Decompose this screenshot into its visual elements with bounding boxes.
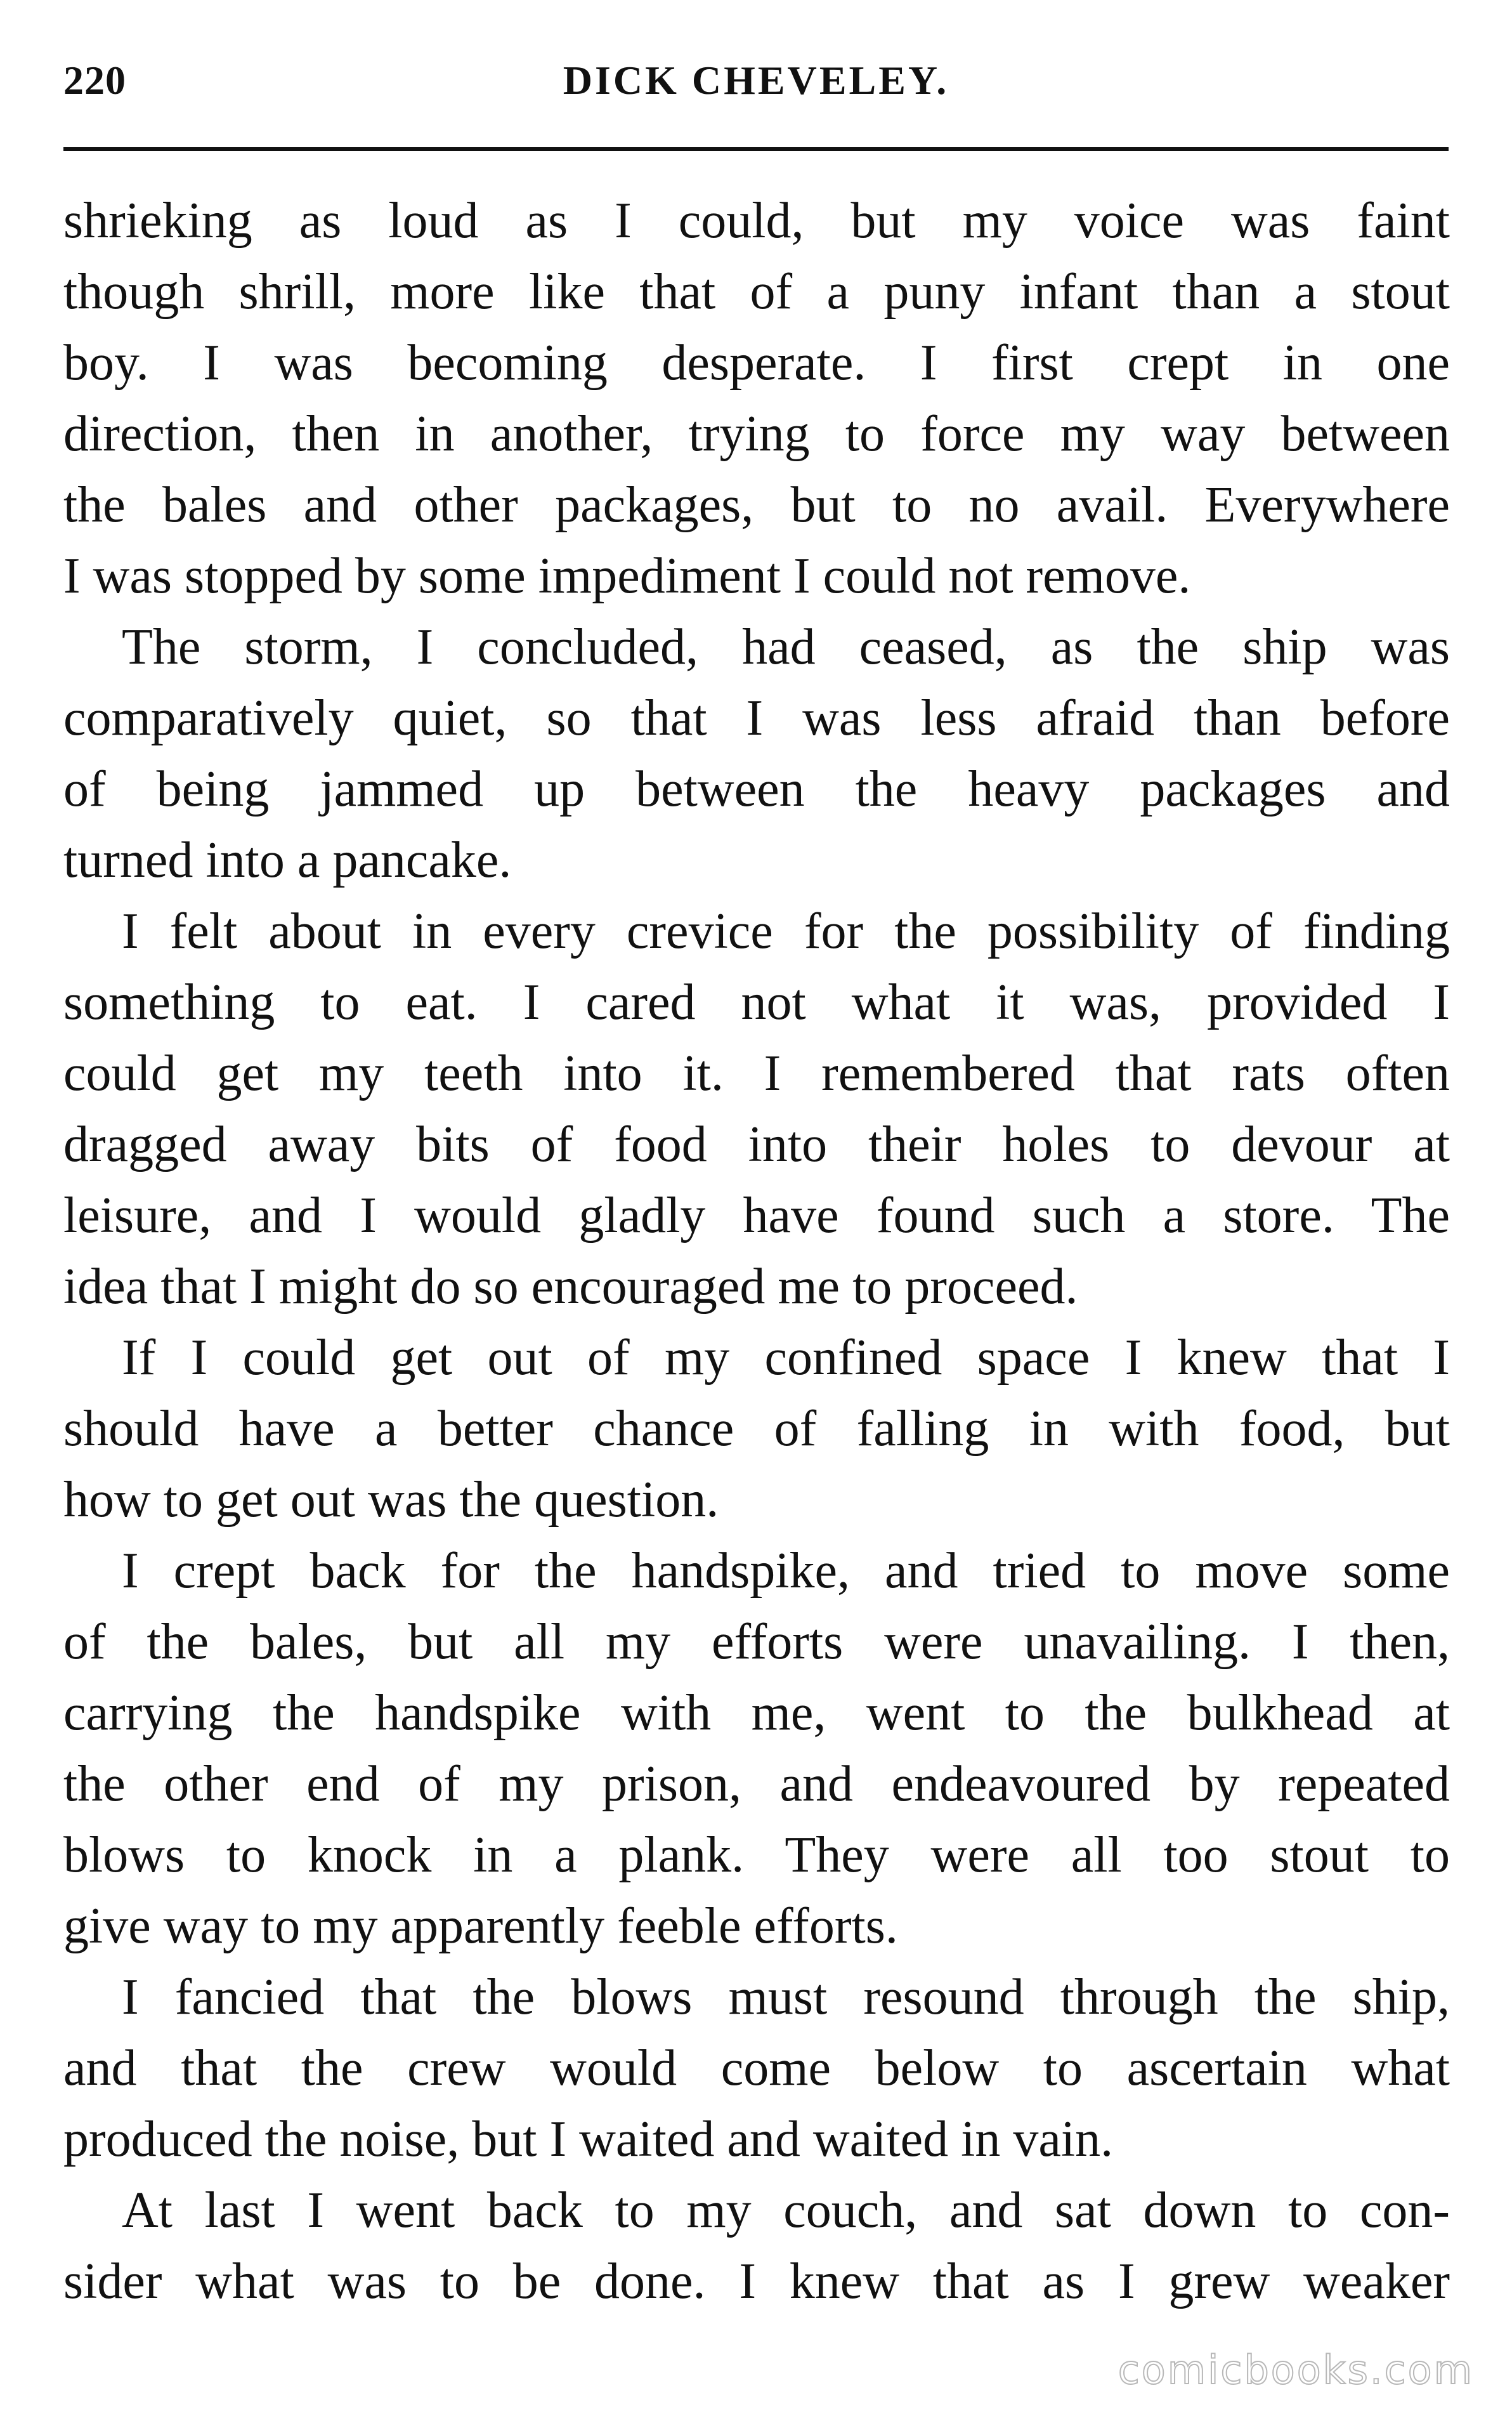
text-line: of the bales, but all my efforts were unavailing. I then,: [63, 1614, 1450, 1670]
text-line: of being jammed up between the heavy packages and: [63, 761, 1450, 817]
text-line: sider what was to be done. I knew that as I grew weaker: [63, 2254, 1450, 2309]
text-line: direction, then in another, trying to force my way between: [63, 406, 1450, 462]
text-line: give way to my apparently feeble efforts.: [63, 1898, 898, 1954]
header-rule: [63, 147, 1449, 151]
text-line: and that the crew would come below to ascertain what: [63, 2040, 1450, 2096]
text-line: comparatively quiet, so that I was less afraid than before: [63, 690, 1450, 746]
page-number: 220: [63, 58, 126, 103]
text-line: shrieking as loud as I could, but my voice was faint: [63, 193, 1450, 249]
text-line: carrying the handspike with me, went to the bulkhead at: [63, 1685, 1450, 1741]
running-head: DICK CHEVELEY.: [563, 58, 949, 103]
text-line: I fancied that the blows must resound through the ship,: [122, 1969, 1450, 2025]
text-line: If I could get out of my confined space I knew that I: [122, 1330, 1450, 1386]
text-line: how to get out was the question.: [63, 1472, 719, 1528]
text-line: something to eat. I cared not what it was, provided I: [63, 974, 1450, 1030]
text-line: could get my teeth into it. I remembered that rats often: [63, 1046, 1450, 1101]
text-line: blows to knock in a plank. They were all too stout to: [63, 1827, 1450, 1883]
text-line: leisure, and I would gladly have found such a store. The: [63, 1188, 1450, 1243]
text-line: boy. I was becoming desperate. I first crept in one: [63, 335, 1450, 391]
text-line: the other end of my prison, and endeavoured by repeated: [63, 1756, 1450, 1812]
text-line: should have a better chance of falling in with food, but: [63, 1401, 1450, 1457]
text-line: produced the noise, but I waited and waited in vain.: [63, 2111, 1114, 2167]
text-line: I felt about in every crevice for the possibility of finding: [122, 903, 1450, 959]
page-header: [63, 57, 1449, 114]
text-line: I was stopped by some impediment I could not remove.: [63, 548, 1191, 604]
text-line: turned into a pancake.: [63, 832, 512, 888]
text-line: the bales and other packages, but to no avail. Everywhere: [63, 477, 1450, 533]
text-line: The storm, I concluded, had ceased, as the ship was: [122, 619, 1450, 675]
text-line: idea that I might do so encouraged me to proceed.: [63, 1259, 1078, 1315]
text-line: At last I went back to my couch, and sat down to con-: [122, 2182, 1450, 2238]
text-line: dragged away bits of food into their holes to devour at: [63, 1117, 1450, 1172]
body-text: [63, 185, 1450, 2317]
text-line: I crept back for the handspike, and tried to move some: [122, 1543, 1450, 1599]
watermark: comicbooks.com: [1118, 2347, 1474, 2393]
text-line: though shrill, more like that of a puny infant than a stout: [63, 264, 1450, 320]
